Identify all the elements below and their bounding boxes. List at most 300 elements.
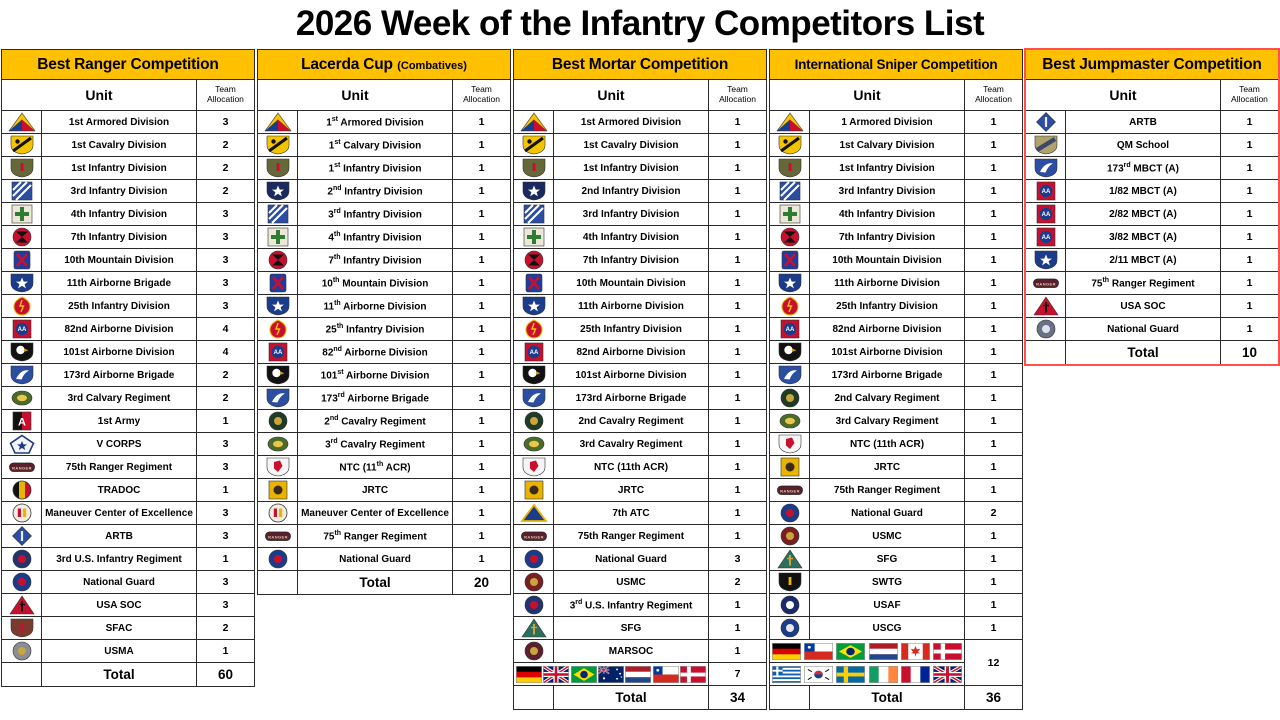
unit-row bbox=[514, 203, 767, 226]
unit-insignia-cell bbox=[770, 502, 810, 525]
team-allocation-value: 4 bbox=[196, 341, 254, 364]
team-allocation-value: 1 bbox=[1220, 249, 1278, 272]
unit-row bbox=[2, 617, 255, 640]
team-allocation-value: 1 bbox=[965, 226, 1023, 249]
unit-insignia-cell bbox=[514, 410, 554, 433]
unit-insignia-cell bbox=[770, 548, 810, 571]
unit-name: National Guard bbox=[810, 502, 965, 525]
unit-name: National Guard bbox=[554, 548, 709, 571]
unit-row bbox=[258, 479, 511, 502]
total-spacer-cell bbox=[1026, 341, 1066, 365]
unit-insignia-cell bbox=[514, 502, 554, 525]
7th-infantry-division-patch-icon bbox=[520, 250, 548, 270]
unit-name: 3rd Infantry Division bbox=[42, 180, 197, 203]
team-allocation-value: 1 bbox=[453, 134, 511, 157]
unit-name: 3rd U.S. Infantry Regiment bbox=[42, 548, 197, 571]
unit-row bbox=[514, 456, 767, 479]
team-allocation-value: 1 bbox=[453, 364, 511, 387]
team-allocation-value: 3 bbox=[196, 594, 254, 617]
unit-name: USA SOC bbox=[42, 594, 197, 617]
country-flags bbox=[514, 663, 709, 686]
unit-name: TRADOC bbox=[42, 479, 197, 502]
unit-insignia-cell bbox=[2, 180, 42, 203]
unit-name: 1st Armored Division bbox=[298, 111, 453, 134]
unit-row bbox=[2, 364, 255, 387]
greece-flag bbox=[772, 666, 801, 683]
unit-row bbox=[2, 594, 255, 617]
unit-name: 1st Cavalry Division bbox=[42, 134, 197, 157]
unit-insignia-cell bbox=[2, 203, 42, 226]
unit-insignia-cell bbox=[514, 180, 554, 203]
1st-infantry-division-patch-icon bbox=[8, 158, 36, 178]
unit-insignia-cell bbox=[258, 203, 298, 226]
unit-name: 2nd Cavalry Regiment bbox=[298, 410, 453, 433]
11th-airborne-patch-icon bbox=[520, 296, 548, 316]
team-allocation-value: 1 bbox=[965, 157, 1023, 180]
competition-header-best-jumpmaster bbox=[1026, 50, 1279, 80]
country-flags-row-1 bbox=[770, 640, 965, 663]
unit-name: 7th Infantry Division bbox=[554, 249, 709, 272]
total-value: 60 bbox=[196, 663, 254, 687]
unit-insignia-cell bbox=[2, 433, 42, 456]
unit-row bbox=[2, 341, 255, 364]
unit-insignia-cell bbox=[1026, 157, 1066, 180]
unit-insignia-cell bbox=[770, 272, 810, 295]
team-allocation-value: 1 bbox=[453, 295, 511, 318]
unit-insignia-cell bbox=[2, 295, 42, 318]
team-allocation-value: 2 bbox=[196, 617, 254, 640]
chile-flag bbox=[653, 666, 679, 683]
team-allocation-value: 3 bbox=[196, 295, 254, 318]
international-teams-row bbox=[770, 640, 1023, 663]
unit-name: USA SOC bbox=[1066, 295, 1221, 318]
75th-ranger-regiment-scroll-icon bbox=[8, 457, 36, 477]
unit-name: 1st Armored Division bbox=[42, 111, 197, 134]
11th-airborne-patch-icon bbox=[264, 296, 292, 316]
germany-flag bbox=[772, 643, 801, 660]
total-value: 20 bbox=[453, 571, 511, 595]
unit-row bbox=[770, 525, 1023, 548]
unit-name: 75th Ranger Regiment bbox=[1066, 272, 1221, 295]
unit-insignia-cell bbox=[2, 134, 42, 157]
team-allocation-value: 2 bbox=[196, 387, 254, 410]
3rd-infantry-division-patch-icon bbox=[520, 204, 548, 224]
unit-row bbox=[770, 295, 1023, 318]
unit-column-header: Unit bbox=[770, 80, 965, 111]
unit-insignia-cell bbox=[770, 364, 810, 387]
usasoc-patch-icon bbox=[1032, 296, 1060, 316]
4th-infantry-division-patch-icon bbox=[264, 227, 292, 247]
25th-infantry-division-patch-icon bbox=[8, 296, 36, 316]
table-best-mortar bbox=[513, 49, 767, 710]
unit-column-header: Unit bbox=[1026, 80, 1221, 111]
v-corps-patch-icon bbox=[8, 434, 36, 454]
3rd-infantry-division-patch-icon bbox=[8, 181, 36, 201]
unit-name: USAF bbox=[810, 594, 965, 617]
unit-name: 101st Airborne Division bbox=[298, 364, 453, 387]
unit-insignia-cell bbox=[258, 272, 298, 295]
unit-name: 75th Ranger Regiment bbox=[554, 525, 709, 548]
svg-text:RANGER: RANGER bbox=[779, 488, 800, 494]
competition-title: Lacerda Cup bbox=[301, 55, 393, 73]
82nd-airborne-patch-icon bbox=[1032, 181, 1060, 201]
team-allocation-value: 1 bbox=[1220, 226, 1278, 249]
unit-row bbox=[1026, 134, 1279, 157]
team-allocation-value: 1 bbox=[708, 341, 766, 364]
team-allocation-value: 1 bbox=[965, 203, 1023, 226]
unit-name: 2nd Cavalry Regiment bbox=[554, 410, 709, 433]
unit-name: 3rd Infantry Division bbox=[298, 203, 453, 226]
unit-name: 3rd Calvary Regiment bbox=[810, 410, 965, 433]
unit-insignia-cell bbox=[514, 479, 554, 502]
unit-name: 3rd Infantry Division bbox=[810, 180, 965, 203]
svg-text:AA: AA bbox=[1041, 235, 1050, 242]
team-allocation-value: 1 bbox=[1220, 111, 1278, 134]
team-allocation-value: 1 bbox=[453, 341, 511, 364]
brazil-flag bbox=[836, 643, 865, 660]
page-title: 2026 Week of the Infantry Competitors List bbox=[295, 4, 985, 43]
unit-row bbox=[258, 134, 511, 157]
3rd-infantry-division-patch-icon bbox=[264, 204, 292, 224]
unit-row bbox=[2, 134, 255, 157]
unit-name: 25th Infantry Division bbox=[810, 295, 965, 318]
unit-row bbox=[2, 502, 255, 525]
competition-title: Best Jumpmaster Competition bbox=[1042, 55, 1262, 73]
2nd-infantry-division-patch-icon bbox=[264, 181, 292, 201]
unit-name: 173rd Airborne Brigade bbox=[554, 387, 709, 410]
team-allocation-value: 1 bbox=[708, 479, 766, 502]
unit-insignia-cell bbox=[770, 226, 810, 249]
unit-column-header: Unit bbox=[258, 80, 453, 111]
unit-insignia-cell bbox=[1026, 295, 1066, 318]
173rd-airborne-patch-icon bbox=[776, 365, 804, 385]
total-value: 34 bbox=[708, 686, 766, 710]
unit-insignia-cell bbox=[258, 456, 298, 479]
unit-name: USMA bbox=[42, 640, 197, 663]
unit-insignia-cell bbox=[770, 479, 810, 502]
unit-row bbox=[2, 525, 255, 548]
unit-row bbox=[514, 479, 767, 502]
unit-insignia-cell bbox=[2, 594, 42, 617]
unit-row bbox=[514, 571, 767, 594]
unit-insignia-cell bbox=[1026, 111, 1066, 134]
unit-name: 7th Infantry Division bbox=[42, 226, 197, 249]
unit-row bbox=[2, 203, 255, 226]
team-allocation-value: 2 bbox=[196, 364, 254, 387]
unit-insignia-cell bbox=[514, 134, 554, 157]
unit-insignia-cell bbox=[514, 272, 554, 295]
international-teams-row bbox=[514, 663, 767, 686]
team-allocation-value: 1 bbox=[453, 318, 511, 341]
4th-infantry-division-patch-icon bbox=[776, 204, 804, 224]
denmark-flag bbox=[680, 666, 706, 683]
team-allocation-value: 1 bbox=[708, 180, 766, 203]
team-allocation-value: 1 bbox=[965, 364, 1023, 387]
competition-title-suffix: (Combatives) bbox=[397, 59, 467, 72]
competition-tables-row bbox=[0, 49, 1280, 710]
unit-row bbox=[258, 272, 511, 295]
unit-name: 11th Airborne Division bbox=[298, 295, 453, 318]
team-allocation-value: 3 bbox=[196, 111, 254, 134]
unit-insignia-cell bbox=[2, 157, 42, 180]
team-allocation-column-header: Team Allocation bbox=[708, 80, 766, 111]
unit-row bbox=[2, 410, 255, 433]
unit-name: 173rd MBCT (A) bbox=[1066, 157, 1221, 180]
unit-insignia-cell bbox=[258, 318, 298, 341]
1st-infantry-division-patch-icon bbox=[264, 158, 292, 178]
south-korea-flag bbox=[804, 666, 833, 683]
unit-name: 1st Infantry Division bbox=[554, 157, 709, 180]
unit-row bbox=[258, 525, 511, 548]
team-allocation-value: 1 bbox=[196, 479, 254, 502]
2nd-cavalry-regiment-patch-icon bbox=[264, 411, 292, 431]
unit-insignia-cell bbox=[258, 341, 298, 364]
unit-row bbox=[2, 456, 255, 479]
national-guard-patch-icon bbox=[520, 549, 548, 569]
total-row bbox=[2, 663, 255, 687]
unit-row bbox=[770, 341, 1023, 364]
unit-insignia-cell bbox=[258, 525, 298, 548]
unit-row bbox=[258, 364, 511, 387]
unit-row bbox=[770, 548, 1023, 571]
unit-row bbox=[258, 387, 511, 410]
unit-row bbox=[514, 525, 767, 548]
team-allocation-value: 1 bbox=[453, 111, 511, 134]
unit-name: 1st Army bbox=[42, 410, 197, 433]
1st-infantry-division-patch-icon bbox=[520, 158, 548, 178]
unit-insignia-cell bbox=[2, 479, 42, 502]
team-allocation-value: 1 bbox=[708, 617, 766, 640]
4th-infantry-division-patch-icon bbox=[520, 227, 548, 247]
unit-insignia-cell bbox=[770, 134, 810, 157]
unit-insignia-cell bbox=[770, 387, 810, 410]
unit-insignia-cell bbox=[514, 318, 554, 341]
3rd-cavalry-regiment-patch-icon bbox=[776, 411, 804, 431]
unit-name: 173rd Airborne Brigade bbox=[42, 364, 197, 387]
unit-insignia-cell bbox=[258, 410, 298, 433]
usasoc-patch-icon bbox=[8, 595, 36, 615]
competition-header-best-ranger bbox=[2, 50, 255, 80]
competition-header-best-mortar bbox=[514, 50, 767, 80]
unit-insignia-cell bbox=[770, 318, 810, 341]
total-spacer-cell bbox=[770, 686, 810, 710]
unit-name: 7th ATC bbox=[554, 502, 709, 525]
usaf-emblem-icon bbox=[776, 595, 804, 615]
team-allocation-value: 1 bbox=[965, 548, 1023, 571]
team-allocation-value: 2 bbox=[196, 157, 254, 180]
team-allocation-value: 1 bbox=[708, 134, 766, 157]
82nd-airborne-patch-icon bbox=[264, 342, 292, 362]
unit-row bbox=[2, 387, 255, 410]
team-allocation-value: 1 bbox=[965, 180, 1023, 203]
total-label: Total bbox=[1066, 341, 1221, 365]
usmc-emblem-icon bbox=[520, 572, 548, 592]
unit-insignia-cell bbox=[1026, 226, 1066, 249]
team-allocation-value: 1 bbox=[453, 410, 511, 433]
unit-row bbox=[770, 249, 1023, 272]
team-allocation-value: 1 bbox=[196, 548, 254, 571]
unit-insignia-cell bbox=[1026, 203, 1066, 226]
unit-insignia-cell bbox=[258, 295, 298, 318]
unit-row bbox=[514, 387, 767, 410]
75th-ranger-regiment-scroll-icon bbox=[1032, 273, 1060, 293]
unit-row bbox=[2, 249, 255, 272]
unit-name: 10th Mountain Division bbox=[554, 272, 709, 295]
unit-row bbox=[770, 203, 1023, 226]
unit-row bbox=[514, 249, 767, 272]
unit-row bbox=[770, 272, 1023, 295]
unit-insignia-cell bbox=[2, 387, 42, 410]
75th-ranger-regiment-scroll-icon bbox=[264, 526, 292, 546]
table-best-jumpmaster bbox=[1025, 49, 1279, 365]
unit-row bbox=[514, 410, 767, 433]
7th-infantry-division-patch-icon bbox=[264, 250, 292, 270]
unit-insignia-cell bbox=[1026, 134, 1066, 157]
national-guard-patch-icon bbox=[776, 503, 804, 523]
total-row bbox=[514, 686, 767, 710]
usmc-emblem-icon bbox=[776, 526, 804, 546]
svg-text:AA: AA bbox=[17, 327, 26, 334]
unit-name: QM School bbox=[1066, 134, 1221, 157]
unit-name: USMC bbox=[554, 571, 709, 594]
ntc-11th-acr-patch-icon bbox=[264, 457, 292, 477]
unit-insignia-cell bbox=[770, 525, 810, 548]
unit-row bbox=[770, 364, 1023, 387]
unit-insignia-cell bbox=[514, 571, 554, 594]
unit-insignia-cell bbox=[2, 272, 42, 295]
competition-title: International Sniper Competition bbox=[794, 56, 998, 72]
unit-insignia-cell bbox=[770, 180, 810, 203]
unit-insignia-cell bbox=[258, 111, 298, 134]
unit-row bbox=[258, 433, 511, 456]
unit-name: National Guard bbox=[42, 571, 197, 594]
unit-name: JRTC bbox=[298, 479, 453, 502]
team-allocation-column-header: Team Allocation bbox=[1220, 80, 1278, 111]
unit-row bbox=[770, 318, 1023, 341]
team-allocation-value: 1 bbox=[1220, 180, 1278, 203]
unit-insignia-cell bbox=[514, 387, 554, 410]
2nd-cavalry-regiment-patch-icon bbox=[776, 388, 804, 408]
unit-row bbox=[2, 180, 255, 203]
team-allocation-value: 4 bbox=[196, 318, 254, 341]
1st-cavalry-division-patch-icon bbox=[776, 135, 804, 155]
173rd-airborne-patch-icon bbox=[264, 388, 292, 408]
unit-name: Maneuver Center of Excellence bbox=[42, 502, 197, 525]
unit-row bbox=[514, 134, 767, 157]
unit-column-header: Unit bbox=[514, 80, 709, 111]
team-allocation-value: 1 bbox=[708, 364, 766, 387]
unit-insignia-cell bbox=[770, 410, 810, 433]
unit-name: 2nd Infantry Division bbox=[554, 180, 709, 203]
82nd-airborne-patch-icon bbox=[776, 319, 804, 339]
3rd-cavalry-regiment-patch-icon bbox=[520, 434, 548, 454]
3rd-infantry-division-patch-icon bbox=[776, 181, 804, 201]
unit-row bbox=[770, 502, 1023, 525]
unit-name: 10th Mountain Division bbox=[298, 272, 453, 295]
qm-school-patch-icon bbox=[1032, 135, 1060, 155]
unit-row bbox=[2, 157, 255, 180]
unit-insignia-cell bbox=[1026, 249, 1066, 272]
unit-row bbox=[258, 249, 511, 272]
unit-row bbox=[1026, 272, 1279, 295]
svg-text:RANGER: RANGER bbox=[1035, 281, 1056, 287]
unit-row bbox=[1026, 295, 1279, 318]
unit-row bbox=[514, 548, 767, 571]
unit-row bbox=[258, 226, 511, 249]
unit-insignia-cell bbox=[258, 548, 298, 571]
unit-name: 4th Infantry Division bbox=[810, 203, 965, 226]
competition-header-intl-sniper bbox=[770, 50, 1023, 80]
11th-airborne-patch-icon bbox=[1032, 250, 1060, 270]
unit-row bbox=[514, 341, 767, 364]
unit-name: 75th Ranger Regiment bbox=[298, 525, 453, 548]
unit-name: USMC bbox=[810, 525, 965, 548]
unit-name: 3rd Infantry Division bbox=[554, 203, 709, 226]
unit-row bbox=[770, 180, 1023, 203]
team-allocation-value: 1 bbox=[965, 341, 1023, 364]
unit-insignia-cell bbox=[2, 318, 42, 341]
unit-row bbox=[1026, 180, 1279, 203]
unit-insignia-cell bbox=[770, 594, 810, 617]
national-guard-patch-icon bbox=[264, 549, 292, 569]
brazil-flag bbox=[571, 666, 597, 683]
unit-row bbox=[1026, 318, 1279, 341]
unit-name: 2/11 MBCT (A) bbox=[1066, 249, 1221, 272]
unit-name: 3rd Cavalry Regiment bbox=[554, 433, 709, 456]
team-allocation-value: 1 bbox=[965, 525, 1023, 548]
unit-insignia-cell bbox=[258, 479, 298, 502]
team-allocation-value: 1 bbox=[708, 433, 766, 456]
total-row bbox=[258, 571, 511, 595]
1st-armored-division-patch-icon bbox=[8, 112, 36, 132]
unit-insignia-cell bbox=[770, 249, 810, 272]
unit-name: USCG bbox=[810, 617, 965, 640]
unit-row bbox=[258, 203, 511, 226]
unit-insignia-cell bbox=[514, 456, 554, 479]
team-allocation-value: 1 bbox=[965, 387, 1023, 410]
team-allocation-value: 1 bbox=[708, 525, 766, 548]
team-allocation-value: 1 bbox=[708, 456, 766, 479]
25th-infantry-division-patch-icon bbox=[776, 296, 804, 316]
team-allocation-value: 2 bbox=[708, 571, 766, 594]
unit-insignia-cell bbox=[770, 111, 810, 134]
team-allocation-value: 1 bbox=[453, 226, 511, 249]
team-allocation-value: 1 bbox=[965, 410, 1023, 433]
unit-row bbox=[770, 410, 1023, 433]
unit-row bbox=[770, 617, 1023, 640]
team-allocation-value: 1 bbox=[1220, 318, 1278, 341]
unit-name: SFAC bbox=[42, 617, 197, 640]
unit-row bbox=[2, 295, 255, 318]
unit-row bbox=[2, 318, 255, 341]
unit-name: SFG bbox=[810, 548, 965, 571]
team-allocation-value: 1 bbox=[1220, 203, 1278, 226]
unit-row bbox=[1026, 226, 1279, 249]
unit-row bbox=[770, 433, 1023, 456]
unit-insignia-cell bbox=[514, 157, 554, 180]
usma-crest-icon bbox=[8, 641, 36, 661]
unit-row bbox=[258, 318, 511, 341]
team-allocation-value: 3 bbox=[196, 203, 254, 226]
ntc-11th-acr-patch-icon bbox=[520, 457, 548, 477]
team-allocation-value: 3 bbox=[196, 226, 254, 249]
team-allocation-value: 7 bbox=[708, 663, 766, 686]
total-label: Total bbox=[554, 686, 709, 710]
united-kingdom-flag bbox=[543, 666, 569, 683]
11th-airborne-patch-icon bbox=[8, 273, 36, 293]
unit-name: 101st Airborne Division bbox=[810, 341, 965, 364]
unit-name: 82nd Airborne Division bbox=[554, 341, 709, 364]
